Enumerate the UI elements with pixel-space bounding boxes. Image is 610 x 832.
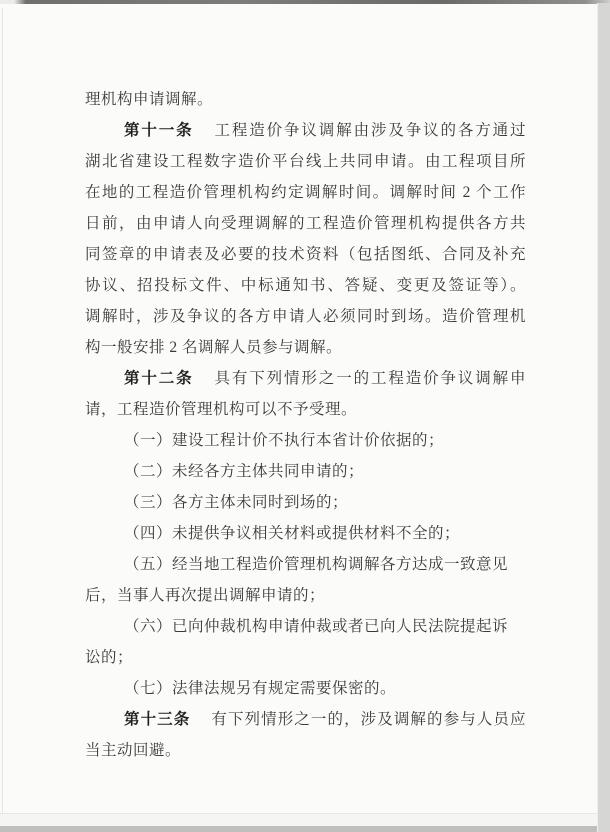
document-line: [85, 518, 526, 549]
document-line: [85, 611, 526, 642]
line-text: 有下列情形之一的，涉及调解的参与人员应: [211, 711, 526, 728]
line-text: 调解时，涉及争议的各方申请人必须同时到场。造价管理机: [85, 308, 526, 325]
document-line: [85, 580, 526, 611]
scan-bottom-edge: [0, 826, 610, 832]
scan-top-edge: [0, 0, 610, 4]
line-text: 理机构申请调解。: [85, 91, 214, 108]
document-text: [85, 84, 526, 766]
line-text: （三）各方主体未同时到场的；: [124, 494, 349, 511]
document-line: [85, 735, 526, 766]
document-line: [85, 642, 526, 673]
document-line: [85, 704, 526, 735]
article-number-label: 第十一条: [124, 122, 194, 139]
document-line: [85, 208, 526, 239]
line-text: （一）建设工程计价不执行本省计价依据的；: [124, 432, 445, 449]
scan-right-edge: [597, 3, 610, 832]
document-line: [85, 673, 526, 704]
line-text: 请，工程造价管理机构可以不予受理。: [85, 401, 358, 418]
document-line: [85, 549, 526, 580]
line-text: 当主动回避。: [85, 742, 182, 759]
document-line: [85, 239, 526, 270]
document-line: [85, 146, 526, 177]
line-text: 工程造价争议调解由涉及争议的各方通过: [214, 122, 526, 139]
document-line: [85, 270, 526, 301]
line-text: （四）未提供争议相关材料或提供材料不全的；: [124, 525, 461, 542]
document-line: [85, 394, 526, 425]
document-line: [85, 115, 526, 146]
document-line: [85, 177, 526, 208]
document-line: [85, 301, 526, 332]
line-text: 协议、招投标文件、中标通知书、答疑、变更及签证等）。: [85, 277, 526, 294]
line-text: 讼的；: [85, 649, 134, 666]
scan-bottom-shade: [0, 814, 597, 826]
document-line: [85, 363, 526, 394]
line-text: （二）未经各方主体共同申请的；: [124, 463, 365, 480]
line-text: （七）法律法规另有规定需要保密的。: [124, 680, 397, 697]
document-line: [85, 456, 526, 487]
line-text: 在地的工程造价管理机构约定调解时间。调解时间 2 个工作: [85, 184, 526, 201]
line-text: 同签章的申请表及必要的技术资料（包括图纸、合同及补充: [85, 246, 526, 263]
line-text: 湖北省建设工程数字造价平台线上共同申请。由工程项目所: [85, 153, 526, 170]
line-text: 构一般安排 2 名调解人员参与调解。: [85, 339, 343, 356]
scan-left-edge: [2, 8, 3, 822]
line-text: （六）已向仲裁机构申请仲裁或者已向人民法院提起诉: [124, 618, 509, 635]
document-line: [85, 487, 526, 518]
line-text: 具有下列情形之一的工程造价争议调解申: [214, 370, 526, 387]
line-text: 后，当事人再次提出调解申请的；: [85, 587, 326, 604]
document-line: [85, 332, 526, 363]
line-text: （五）经当地工程造价管理机构调解各方达成一致意见: [124, 556, 509, 573]
article-number-label: 第十二条: [124, 370, 194, 387]
document-line: [85, 425, 526, 456]
article-number-label: 第十三条: [124, 711, 191, 728]
document-line: [85, 84, 526, 115]
line-text: 日前，由申请人向受理调解的工程造价管理机构提供各方共: [85, 215, 526, 232]
